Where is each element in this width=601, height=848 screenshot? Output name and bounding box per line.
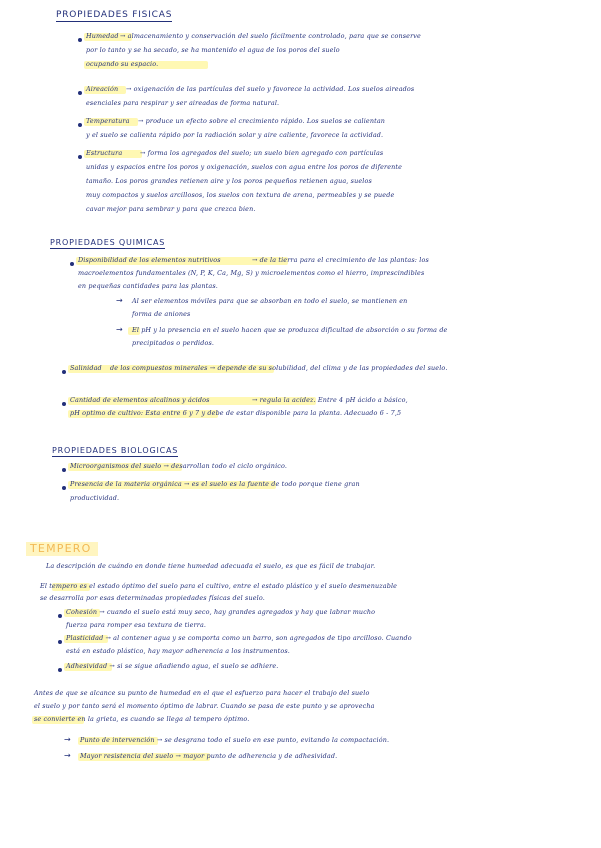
estructura-line-1: → forma los agregados del suelo; un suelo bien agregado con partículas <box>140 149 384 157</box>
tempero-def-1: El tempero es el estado óptimo del suelo para el cultivo, entre el estado plástico y el suelo desmenuzable <box>40 582 398 590</box>
bullet-dot <box>78 123 82 127</box>
nutrientes-line-2: macroelementos fundamentales (N, P, K, Ca, Mg, S) y microelementos como el hierro, imprescindibles <box>78 269 425 277</box>
nutrientes-sub2: El pH y la presencia en el suelo hacen que se produzca dificultad de absorción o su forma de <box>132 326 448 334</box>
estructura-line-2: unidas y espacios entre los poros y oxigenación, suelos con agua entre los poros de diferente <box>86 163 403 171</box>
nutrientes-line-1: → de la tierra para el crecimiento de las plantas: los <box>252 256 429 264</box>
ph-term: Cantidad de elementos alcalinos y ácidos <box>70 396 210 404</box>
tempero-para-1: Antes de que se alcance su punto de humedad en el que el esfuerzo para hacer el trabajo del suelo <box>34 689 370 697</box>
nutrientes-sub1: Al ser elementos móviles para que se absorban en todo el suelo, se mantienen en <box>132 297 408 305</box>
bullet-dot <box>62 468 66 472</box>
bullet-dot <box>62 402 66 406</box>
nutrientes-sub2b: precipitados o perdidos. <box>132 339 215 347</box>
biologicas-item-2b: productividad. <box>70 494 120 502</box>
section-title-biologicas: PROPIEDADES BIOLOGICAS <box>52 446 179 455</box>
humedad-line-1: → almacenamiento y conservación del suelo fácilmente controlado, para que se conserve <box>120 32 421 40</box>
bullet-dot <box>58 614 62 618</box>
bullet-dot <box>78 155 82 159</box>
section-title-fisicas: PROPIEDADES FISICAS <box>56 10 173 20</box>
estructura-line-5: cavar mejor para sembrar y para que crezca bien. <box>86 205 256 213</box>
ph-line-2: pH optimo de cultivo: Esta entre 6 y 7 y debe de estar disponible para la planta. Adecuado 6 - 7,5 <box>70 409 402 417</box>
bullet-dot <box>78 38 82 42</box>
nutrientes-term: Disponibilidad de los elementos nutritivos <box>78 256 221 264</box>
tempero-item-3: Adhesividad → si se sigue añadiendo agua, el suelo se adhiere. <box>66 662 279 670</box>
tempero-item-1b: fuerza para romper esa textura de tierra. <box>66 621 207 629</box>
bullet-dot <box>78 91 82 95</box>
estructura-term: Estructura <box>86 149 123 157</box>
humedad-line-2: por lo tanto y se ha secado, se ha mantenido el agua de los poros del suelo <box>86 46 340 54</box>
tempero-arrow-2: Mayor resistencia del suelo → mayor punto de adherencia y de adhesividad. <box>80 752 338 760</box>
bullet-dot <box>70 262 74 266</box>
temperatura-line-1: → produce un efecto sobre el crecimiento rápido. Los suelos se calientan <box>138 117 386 125</box>
arrow-icon: → <box>116 296 123 305</box>
tempero-item-2a: Plasticidad → al contener agua y se comporta como un barro, son agregados de tipo arcilloso. Cuando <box>66 634 412 642</box>
temperatura-term: Temperatura <box>86 117 130 125</box>
arrow-icon: → <box>64 751 71 760</box>
nutrientes-sub1b: forma de aniones <box>132 310 191 318</box>
tempero-arrow-1: Punto de intervención → se desgrana todo el suelo en ese punto, evitando la compactación. <box>80 736 390 744</box>
temperatura-line-2: y el suelo se calienta rápido por la radiación solar y aire caliente, favorece la actividad. <box>86 131 384 139</box>
salinidad-term: Salinidad <box>70 364 102 372</box>
humedad-line-3: ocupando su espacio. <box>86 60 159 68</box>
section-title-tempero: TEMPERO <box>30 542 92 555</box>
section-title-quimicas: PROPIEDADES QUIMICAS <box>50 238 166 247</box>
tempero-para-2: el suelo y por tanto será el momento óptimo de labrar. Cuando se pasa de este punto y se aprovecha <box>34 702 375 710</box>
tempero-def-2: se desarrolla por esas determinadas propiedades físicas del suelo. <box>40 594 265 602</box>
bullet-dot <box>58 640 62 644</box>
bullet-dot <box>62 486 66 490</box>
nutrientes-line-3: en pequeñas cantidades para las plantas. <box>78 282 218 290</box>
tempero-item-2b: está en estado plástico, hay mayor adherencia a los instrumentos. <box>66 647 290 655</box>
biologicas-item-1: Microorganismos del suelo → desarrollan todo el ciclo orgánico. <box>70 462 288 470</box>
aireacion-term: Aireación <box>86 85 119 93</box>
arrow-icon: → <box>116 325 123 334</box>
salinidad-line: de los compuestos minerales → depende de su solubilidad, del clima y de las propiedades del suelo. <box>110 364 448 372</box>
aireacion-line-1: → oxigenación de las partículas del suelo y favorece la actividad. Los suelos aireados <box>126 85 415 93</box>
estructura-line-3: tamaño. Los poros grandes retienen aire y los poros pequeños retienen agua, suelos <box>86 177 372 185</box>
estructura-line-4: muy compactos y suelos arcillosos, los suelos con textura de arena, permeables y se puede <box>86 191 395 199</box>
humedad-term: Humedad <box>86 32 119 40</box>
arrow-icon: → <box>64 735 71 744</box>
tempero-item-1a: Cohesión → cuando el suelo está muy seco, hay grandes agregados y hay que labrar mucho <box>66 608 376 616</box>
ph-line-1: → regula la acidez. Entre 4 pH ácido a básico, <box>252 396 408 404</box>
aireacion-line-2: esenciales para respirar y ser aireadas de forma natural. <box>86 99 280 107</box>
tempero-para-3: se convierte en la grieta, es cuando se llega al tempero óptimo. <box>34 715 250 723</box>
bullet-dot <box>58 668 62 672</box>
tempero-intro: La descripción de cuándo en donde tiene humedad adecuada el suelo, es que es fácil de trabajar. <box>46 562 376 570</box>
biologicas-item-2a: Presencia de la materia orgánica → es el suelo es la fuente de todo porque tiene gran <box>70 480 360 488</box>
bullet-dot <box>62 370 66 374</box>
